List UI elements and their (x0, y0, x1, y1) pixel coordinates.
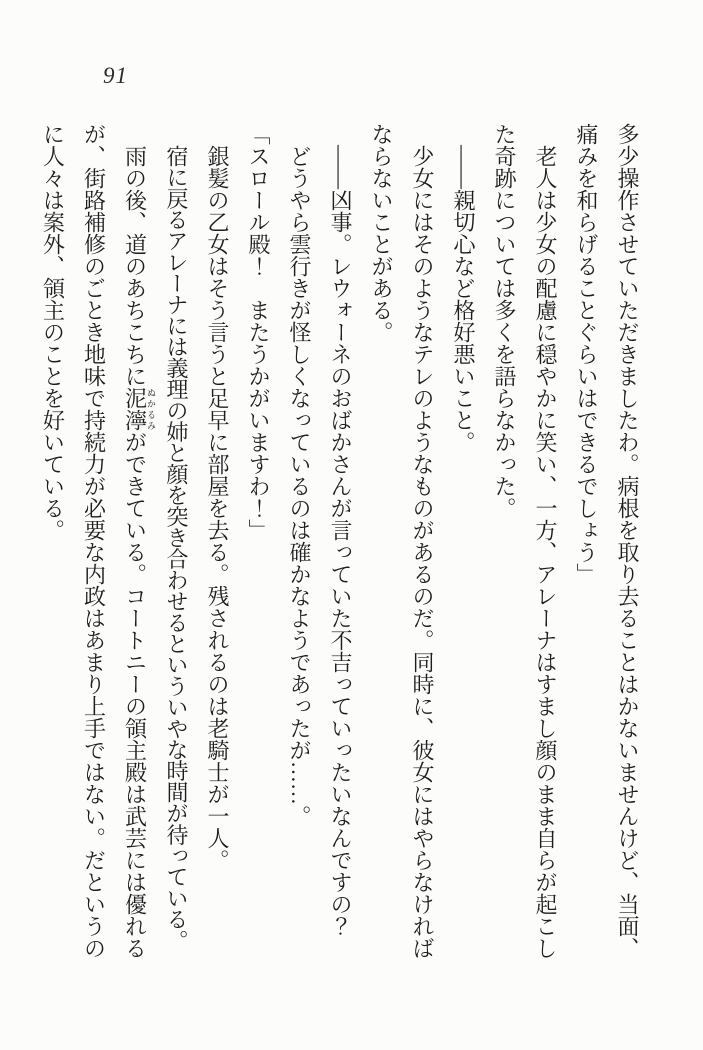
page-number: 91 (103, 63, 128, 88)
paragraph-p2: 老人は少女の配慮に穏やかに笑い、一方、アレーナはすまし顔のまま自らが起こした奇跡については多くを語らなかった。 (492, 123, 558, 959)
paragraph-p1: 多少操作させていただきましたわ。病根を取り去ることはかないませんけど、当面、痛みを和らげることぐらいはできるでしょう」 (574, 123, 640, 959)
paragraph-p6: どうやら雲行きが怪しくなっているのは確かなようであったが……。 (287, 145, 312, 827)
paragraph-p10: 雨の後、道のあちこちに泥濘ぬかるみができている。コートニーの領主殿は武芸には優れるが、街路補修のごとき地味で持続力が必要な内政はあまり上手ではない。だというのに人々は案外、領主のことを好いている。 (40, 123, 156, 959)
paragraph-p5: ――凶事。レウォーネのおばかさんが言っていた不吉っていったいなんですの？ (328, 145, 353, 937)
paragraph-p7: 「スロール殿！ またうかがいますわ！」 (246, 123, 271, 541)
paragraph-p9: 宿に戻るアレーナには義理の姉と顔を突き合わせるといういやな時間が待っている。 (164, 145, 189, 951)
paragraph-p8: 銀髪の乙女はそう言うと足早に部屋を去る。残されるのは老騎士が一人。 (205, 145, 230, 871)
paragraph-p4: 少女にはそのようなテレのようなものがあるのだ。同時に、彼女にはやらなければならないことがある。 (369, 123, 435, 959)
paragraph-p3: ――親切心など格好悪いこと。 (451, 145, 476, 453)
furigana-ruby: 泥濘ぬかるみ (122, 387, 156, 431)
vertical-text-block (31, 123, 648, 968)
